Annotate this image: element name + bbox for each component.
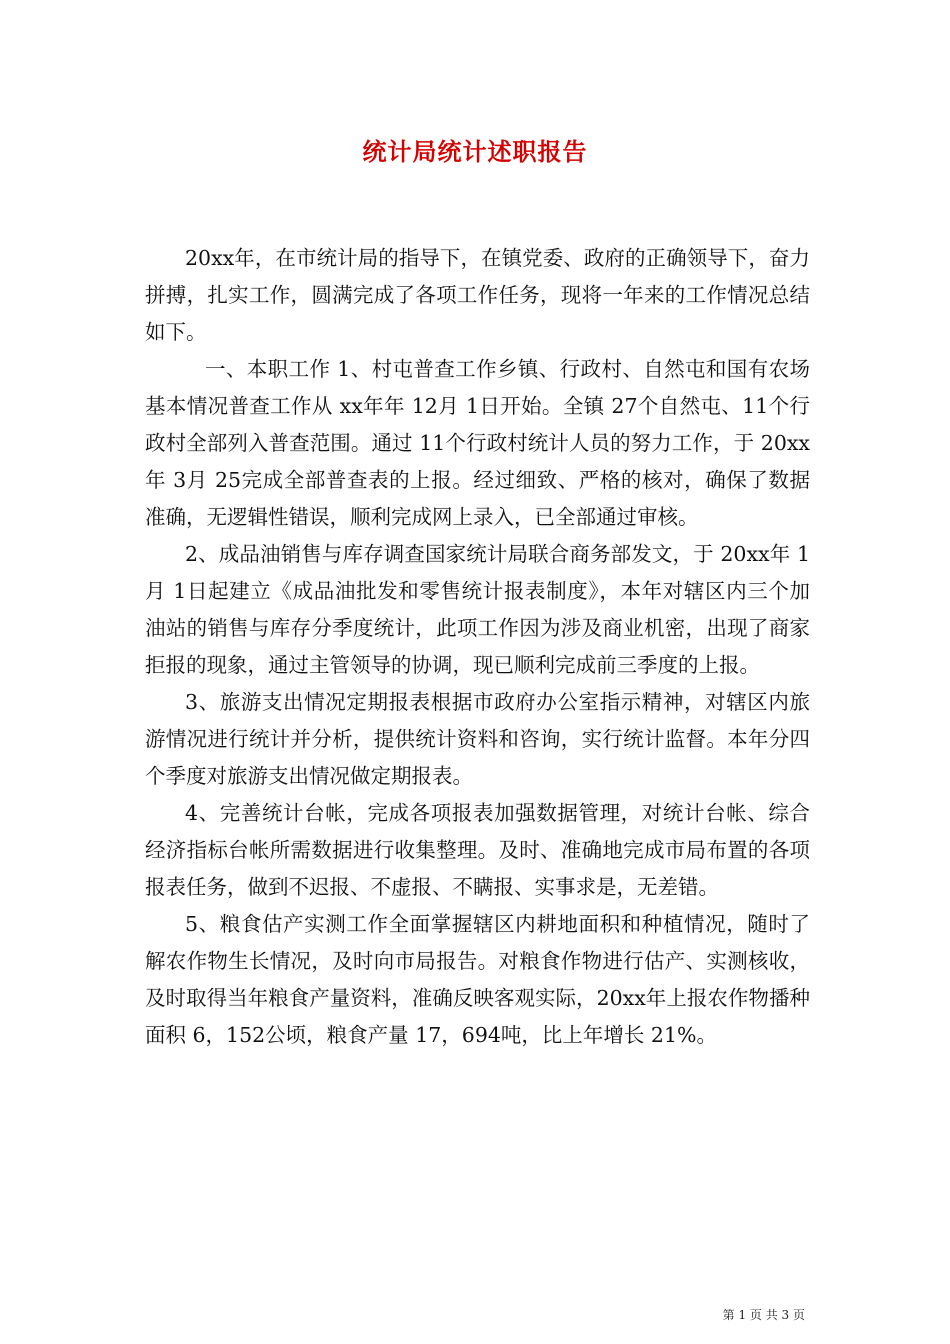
paragraph-item-1: 一、本职工作 1、村屯普查工作乡镇、行政村、自然屯和国有农场基本情况普查工作从 xx年年 12月 1日开始。全镇 27个自然屯、11个行政村全部列入普查范围。通过 11个行政村统计人员的努力工作，于 20xx年 3月 25完成全部普查表的上报。经过细致、严格的核对，确保了数据准确，无逻辑性错误，顺利完成网上录入，已全部通过审核。 (145, 357, 810, 529)
document-title: 统计局统计述职报告 (362, 137, 588, 166)
page-number-footer: 第 1 页 共 3 页 (722, 1308, 805, 1322)
paragraph-intro: 20xx年，在市统计局的指导下，在镇党委、政府的正确领导下，奋力拼搏，扎实工作，圆满完成了各项工作任务，现将一年来的工作情况总结如下。 (145, 246, 810, 344)
paragraph-item-3: 3、旅游支出情况定期报表根据市政府办公室指示精神，对辖区内旅游情况进行统计并分析，提供统计资料和咨询，实行统计监督。本年分四个季度对旅游支出情况做定期报表。 (145, 690, 810, 788)
document-body (145, 240, 810, 1054)
paragraph-item-2: 2、成品油销售与库存调查国家统计局联合商务部发文，于 20xx年 1月 1日起建立《成品油批发和零售统计报表制度》，本年对辖区内三个加油站的销售与库存分季度统计，此项工作因为涉及商业机密，出现了商家拒报的现象，通过主管领导的协调，现已顺利完成前三季度的上报。 (145, 542, 810, 677)
paragraph-item-5: 5、粮食估产实测工作全面掌握辖区内耕地面积和种植情况，随时了解农作物生长情况，及时向市局报告。对粮食作物进行估产、实测核收，及时取得当年粮食产量资料，准确反映客观实际，20xx年上报农作物播种面积 6，152公顷，粮食产量 17，694吨，比上年增长 21%。 (145, 912, 810, 1047)
paragraph-item-4: 4、完善统计台帐，完成各项报表加强数据管理，对统计台帐、综合经济指标台帐所需数据进行收集整理。及时、准确地完成市局布置的各项报表任务，做到不迟报、不虚报、不瞒报、实事求是，无差错。 (145, 801, 810, 899)
